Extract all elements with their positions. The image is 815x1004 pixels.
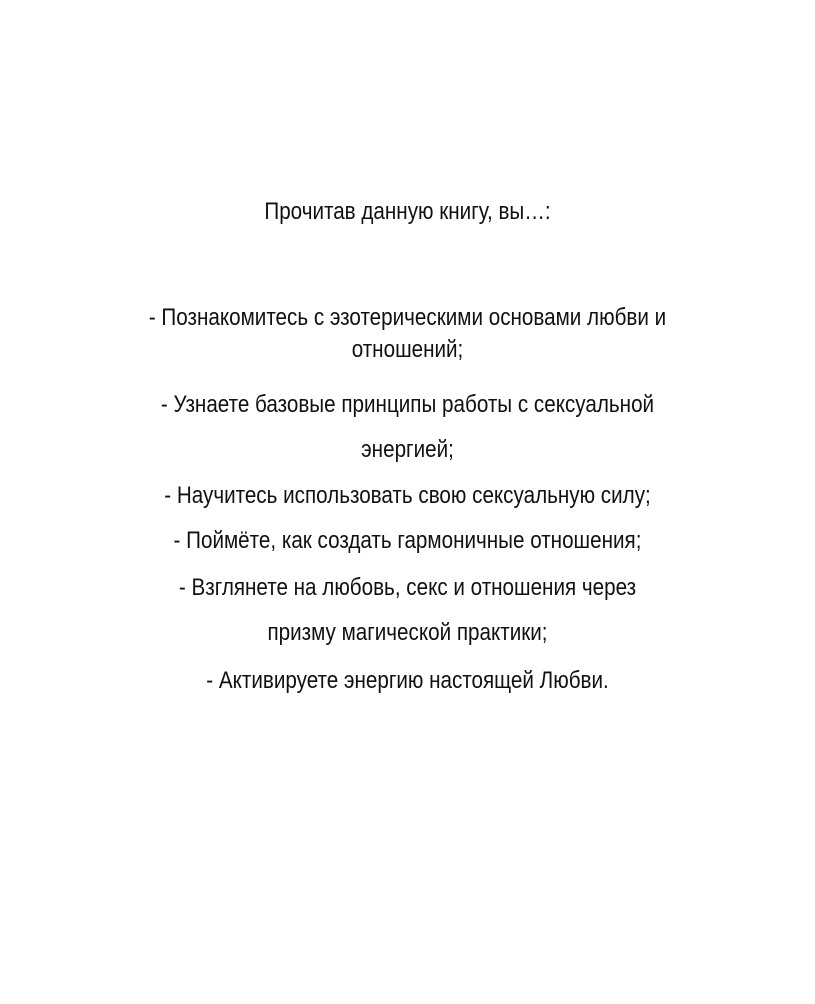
list-item-5-line-2: призму магической практики; (267, 619, 548, 646)
list-item-5-line-1: - Взглянете на любовь, секс и отношения через (178, 574, 637, 601)
list-item-1-line-2: отношений; (351, 336, 464, 363)
list-item-2-line-1: - Узнаете базовые принципы работы с сексуальной (160, 391, 655, 418)
list-item-3: - Научитесь использовать свою сексуальную силу; (164, 482, 651, 509)
list-item-1-line-1: - Познакомитесь с эзотерическими основами любви и (148, 304, 667, 331)
page-title: Прочитав данную книгу, вы…: (264, 198, 551, 225)
list-item-4: - Поймёте, как создать гармоничные отношения; (173, 527, 642, 554)
list-item-6: - Активируете энергию настоящей Любви. (206, 667, 609, 694)
list-item-2-line-2: энергией; (361, 436, 454, 463)
